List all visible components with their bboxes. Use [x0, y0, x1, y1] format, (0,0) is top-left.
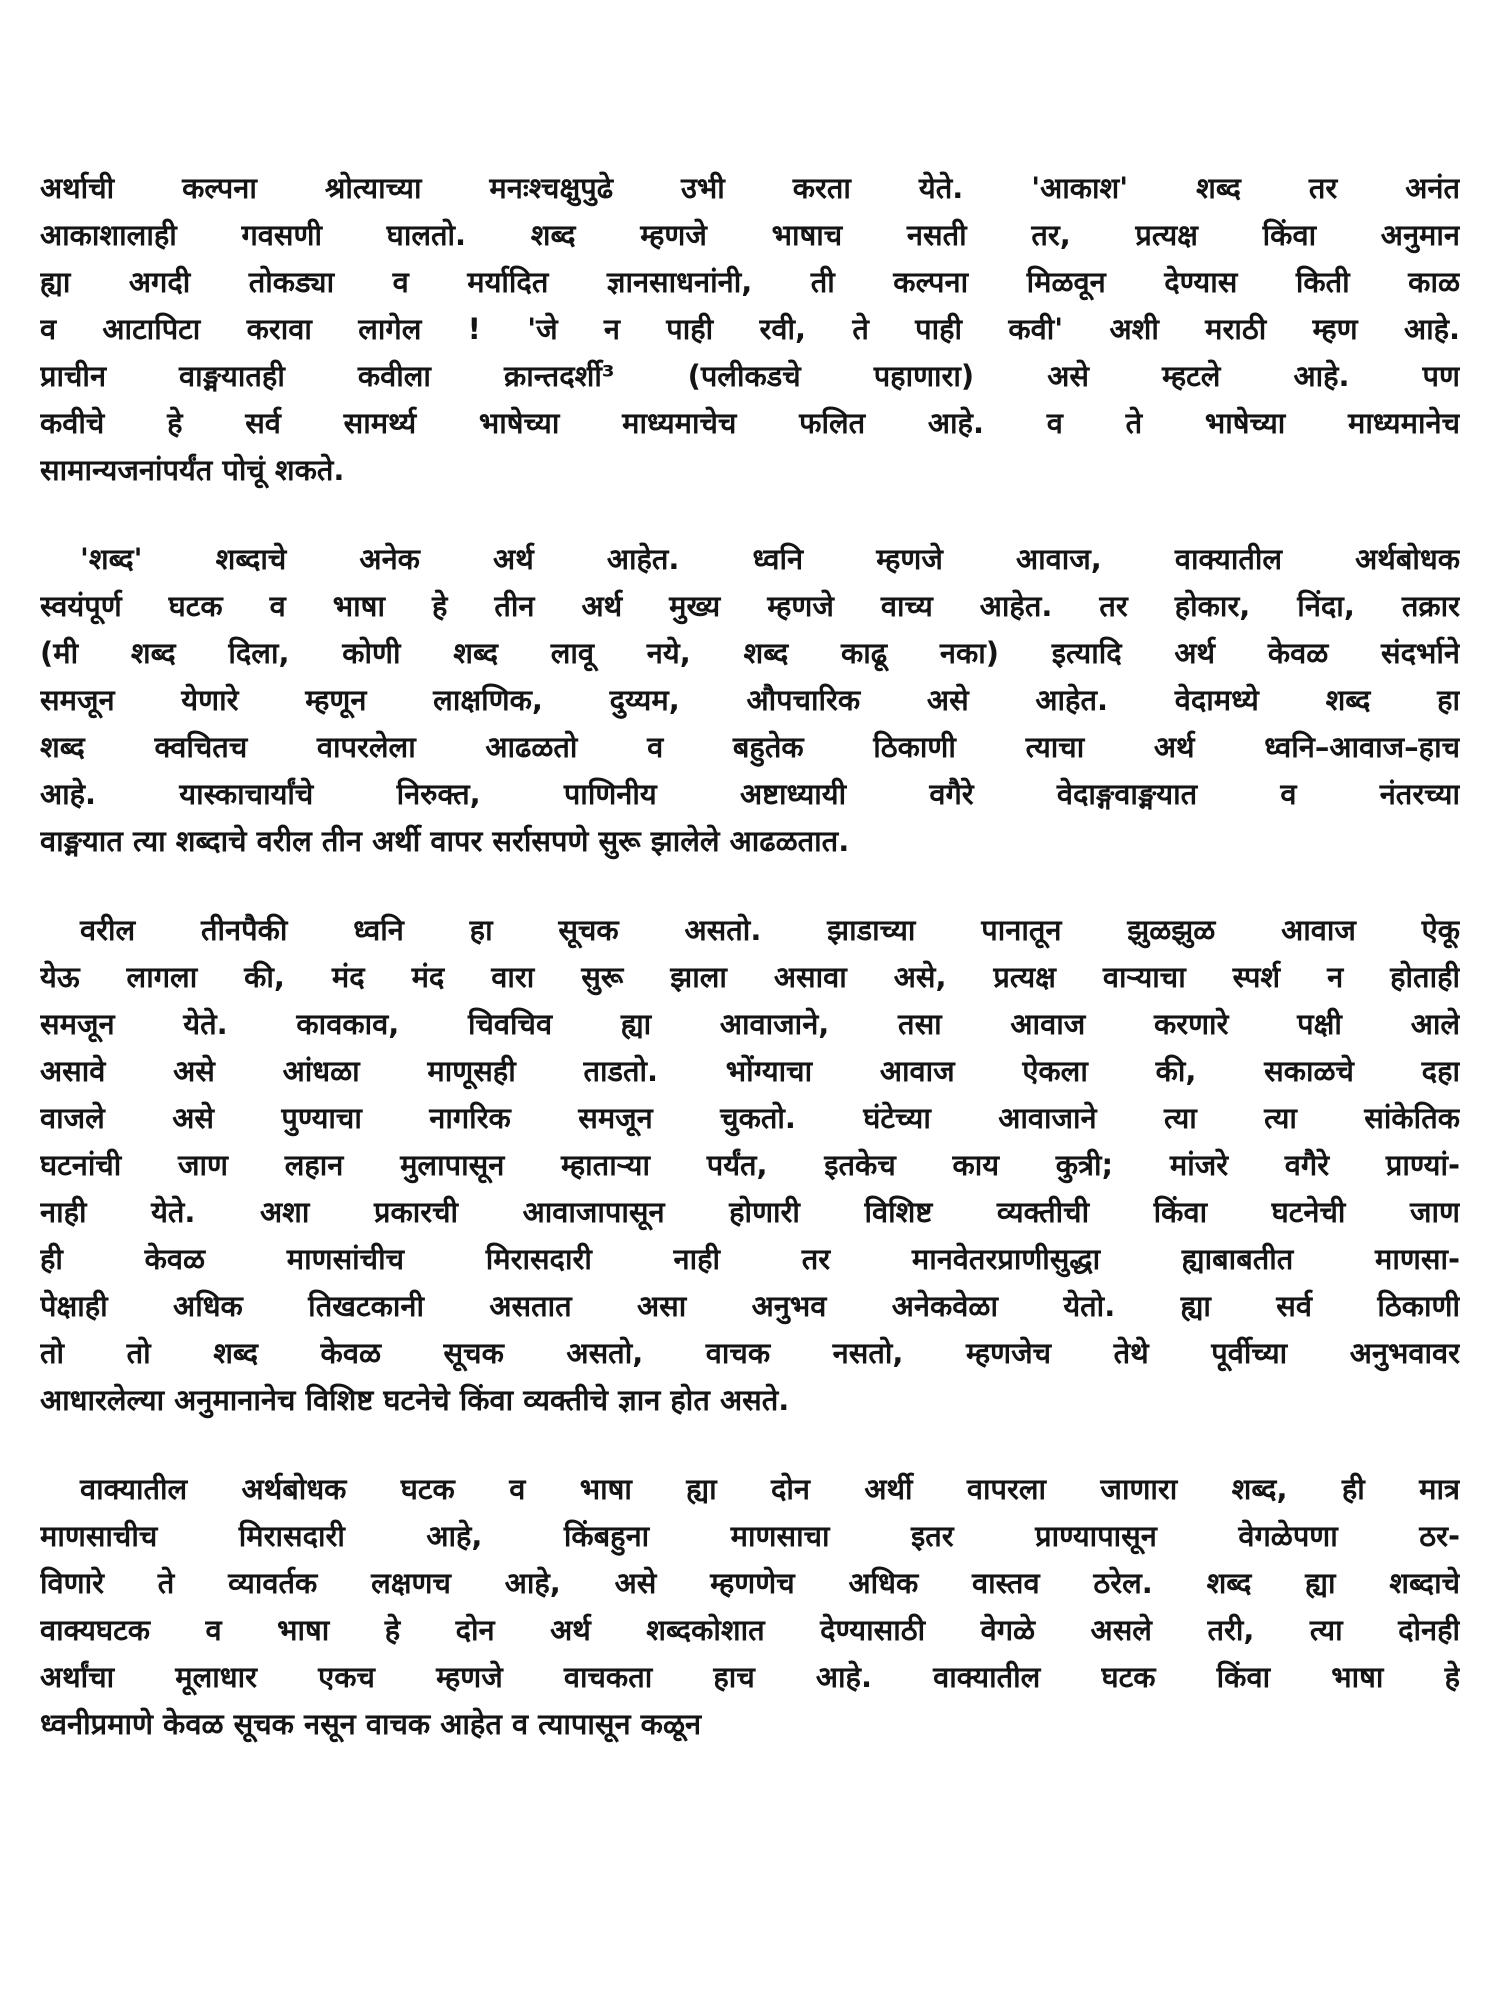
text-line: स्वयंपूर्ण घटक व भाषा हे तीन अर्थ मुख्य म्हणजे वाच्य आहेत. तर होकार, निंदा, तक्रार	[40, 589, 1460, 623]
text-line: येऊ लागला की, मंद मंद वारा सुरू झाला असावा असे, प्रत्यक्ष वाऱ्याचा स्पर्श न होताही	[40, 960, 1460, 994]
text-line: आहे. यास्काचार्यांचे निरुक्त, पाणिनीय अष्टाध्यायी वगैरे वेदाङ्गवाङ्मयात व नंतरच्या	[40, 777, 1460, 811]
text-line: वरील तीनपैकी ध्वनि हा सूचक असतो. झाडाच्या पानातून झुळझुळ आवाज ऐकू	[80, 913, 1460, 947]
paragraph-gap	[40, 494, 1460, 536]
paragraph-2	[40, 536, 1460, 865]
text-line: समजून येते. कावकाव, चिवचिव ह्या आवाजाने, तसा आवाज करणारे पक्षी आले	[40, 1007, 1460, 1041]
text-line: घटनांची जाण लहान मुलापासून म्हाताऱ्या पर्यंत, इतकेच काय कुत्री; मांजरे वगैरे प्राण्यां-	[40, 1148, 1460, 1182]
paragraph-gap	[40, 1424, 1460, 1466]
text-line: ही केवळ माणसांचीच मिरासदारी नाही तर मानवेतरप्राणीसुद्धा ह्याबाबतीत माणसा-	[40, 1242, 1460, 1276]
text-line: समजून येणारे म्हणून लाक्षणिक, दुय्यम, औपचारिक असे आहेत. वेदामध्ये शब्द हा	[40, 683, 1460, 717]
text-line: अर्थाची कल्पना श्रोत्याच्या मनःश्चक्षुपुढे उभी करता येते. 'आकाश' शब्द तर अनंत	[40, 171, 1460, 205]
text-line: शब्द क्वचितच वापरलेला आढळतो व बहुतेक ठिकाणी त्याचा अर्थ ध्वनि–आवाज–हाच	[40, 730, 1460, 764]
text-line: पेक्षाही अधिक तिखटकानी असतात असा अनुभव अनेकवेळा येतो. ह्या सर्व ठिकाणी	[40, 1289, 1460, 1323]
paragraph-1	[40, 165, 1460, 494]
text-line: वाक्यघटक व भाषा हे दोन अर्थ शब्दकोशात देण्यासाठी वेगळे असले तरी, त्या दोनही	[40, 1613, 1460, 1647]
text-line: आधारलेल्या अनुमानानेच विशिष्ट घटनेचे किंवा व्यक्तीचे ज्ञान होत असते.	[40, 1383, 790, 1417]
text-line: विणारे ते व्यावर्तक लक्षणच आहे, असे म्हणणेच अधिक वास्तव ठरेल. शब्द ह्या शब्दाचे	[40, 1566, 1460, 1600]
text-line: 'शब्द' शब्दाचे अनेक अर्थ आहेत. ध्वनि म्हणजे आवाज, वाक्यातील अर्थबोधक	[80, 542, 1460, 576]
text-line: असावे असे आंधळा माणूसही ताडतो. भोंग्याचा आवाज ऐकला की, सकाळचे दहा	[40, 1054, 1460, 1088]
text-line: अर्थांचा मूलाधार एकच म्हणजे वाचकता हाच आहे. वाक्यातील घटक किंवा भाषा हे	[40, 1660, 1460, 1694]
text-line: वाक्यातील अर्थबोधक घटक व भाषा ह्या दोन अर्थी वापरला जाणारा शब्द, ही मात्र	[80, 1472, 1460, 1506]
text-line: व आटापिटा करावा लागेल ! 'जे न पाही रवी, ते पाही कवी' अशी मराठी म्हण आहे.	[40, 312, 1460, 346]
text-line: वाजले असे पुण्याचा नागरिक समजून चुकतो. घंटेच्या आवाजाने त्या त्या सांकेतिक	[40, 1101, 1460, 1135]
paragraph-4	[40, 1466, 1460, 1748]
text-line: प्राचीन वाङ्मयातही कवीला क्रान्तदर्शी³ (पलीकडचे पहाणारा) असे म्हटले आहे. पण	[40, 359, 1460, 393]
text-line: माणसाचीच मिरासदारी आहे, किंबहुना माणसाचा इतर प्राण्यापासून वेगळेपणा ठर-	[40, 1519, 1460, 1553]
text-line: ध्वनीप्रमाणे केवळ सूचक नसून वाचक आहेत व त्यापासून कळून	[40, 1707, 702, 1741]
text-line: नाही येते. अशा प्रकारची आवाजापासून होणारी विशिष्ट व्यक्तीची किंवा घटनेची जाण	[40, 1195, 1460, 1229]
text-line: सामान्यजनांपर्यंत पोचूं शकते.	[40, 453, 345, 487]
text-line: (मी शब्द दिला, कोणी शब्द लावू नये, शब्द काढू नका) इत्यादि अर्थ केवळ संदर्भाने	[40, 636, 1460, 670]
text-line: आकाशालाही गवसणी घालतो. शब्द म्हणजे भाषाच नसती तर, प्रत्यक्ष किंवा अनुमान	[40, 218, 1460, 252]
paragraph-3	[40, 907, 1460, 1424]
text-line: तो तो शब्द केवळ सूचक असतो, वाचक नसतो, म्हणजेच तेथे पूर्वीच्या अनुभवावर	[40, 1336, 1460, 1370]
paragraph-gap	[40, 865, 1460, 907]
document-page	[40, 165, 1460, 1748]
text-line: ह्या अगदी तोकड्या व मर्यादित ज्ञानसाधनांनी, ती कल्पना मिळवून देण्यास किती काळ	[40, 265, 1460, 299]
text-line: वाङ्मयात त्या शब्दाचे वरील तीन अर्थी वापर सर्रासपणे सुरू झालेले आढळतात.	[40, 824, 850, 858]
text-line: कवीचे हे सर्व सामर्थ्य भाषेच्या माध्यमाचेच फलित आहे. व ते भाषेच्या माध्यमानेच	[40, 406, 1460, 440]
